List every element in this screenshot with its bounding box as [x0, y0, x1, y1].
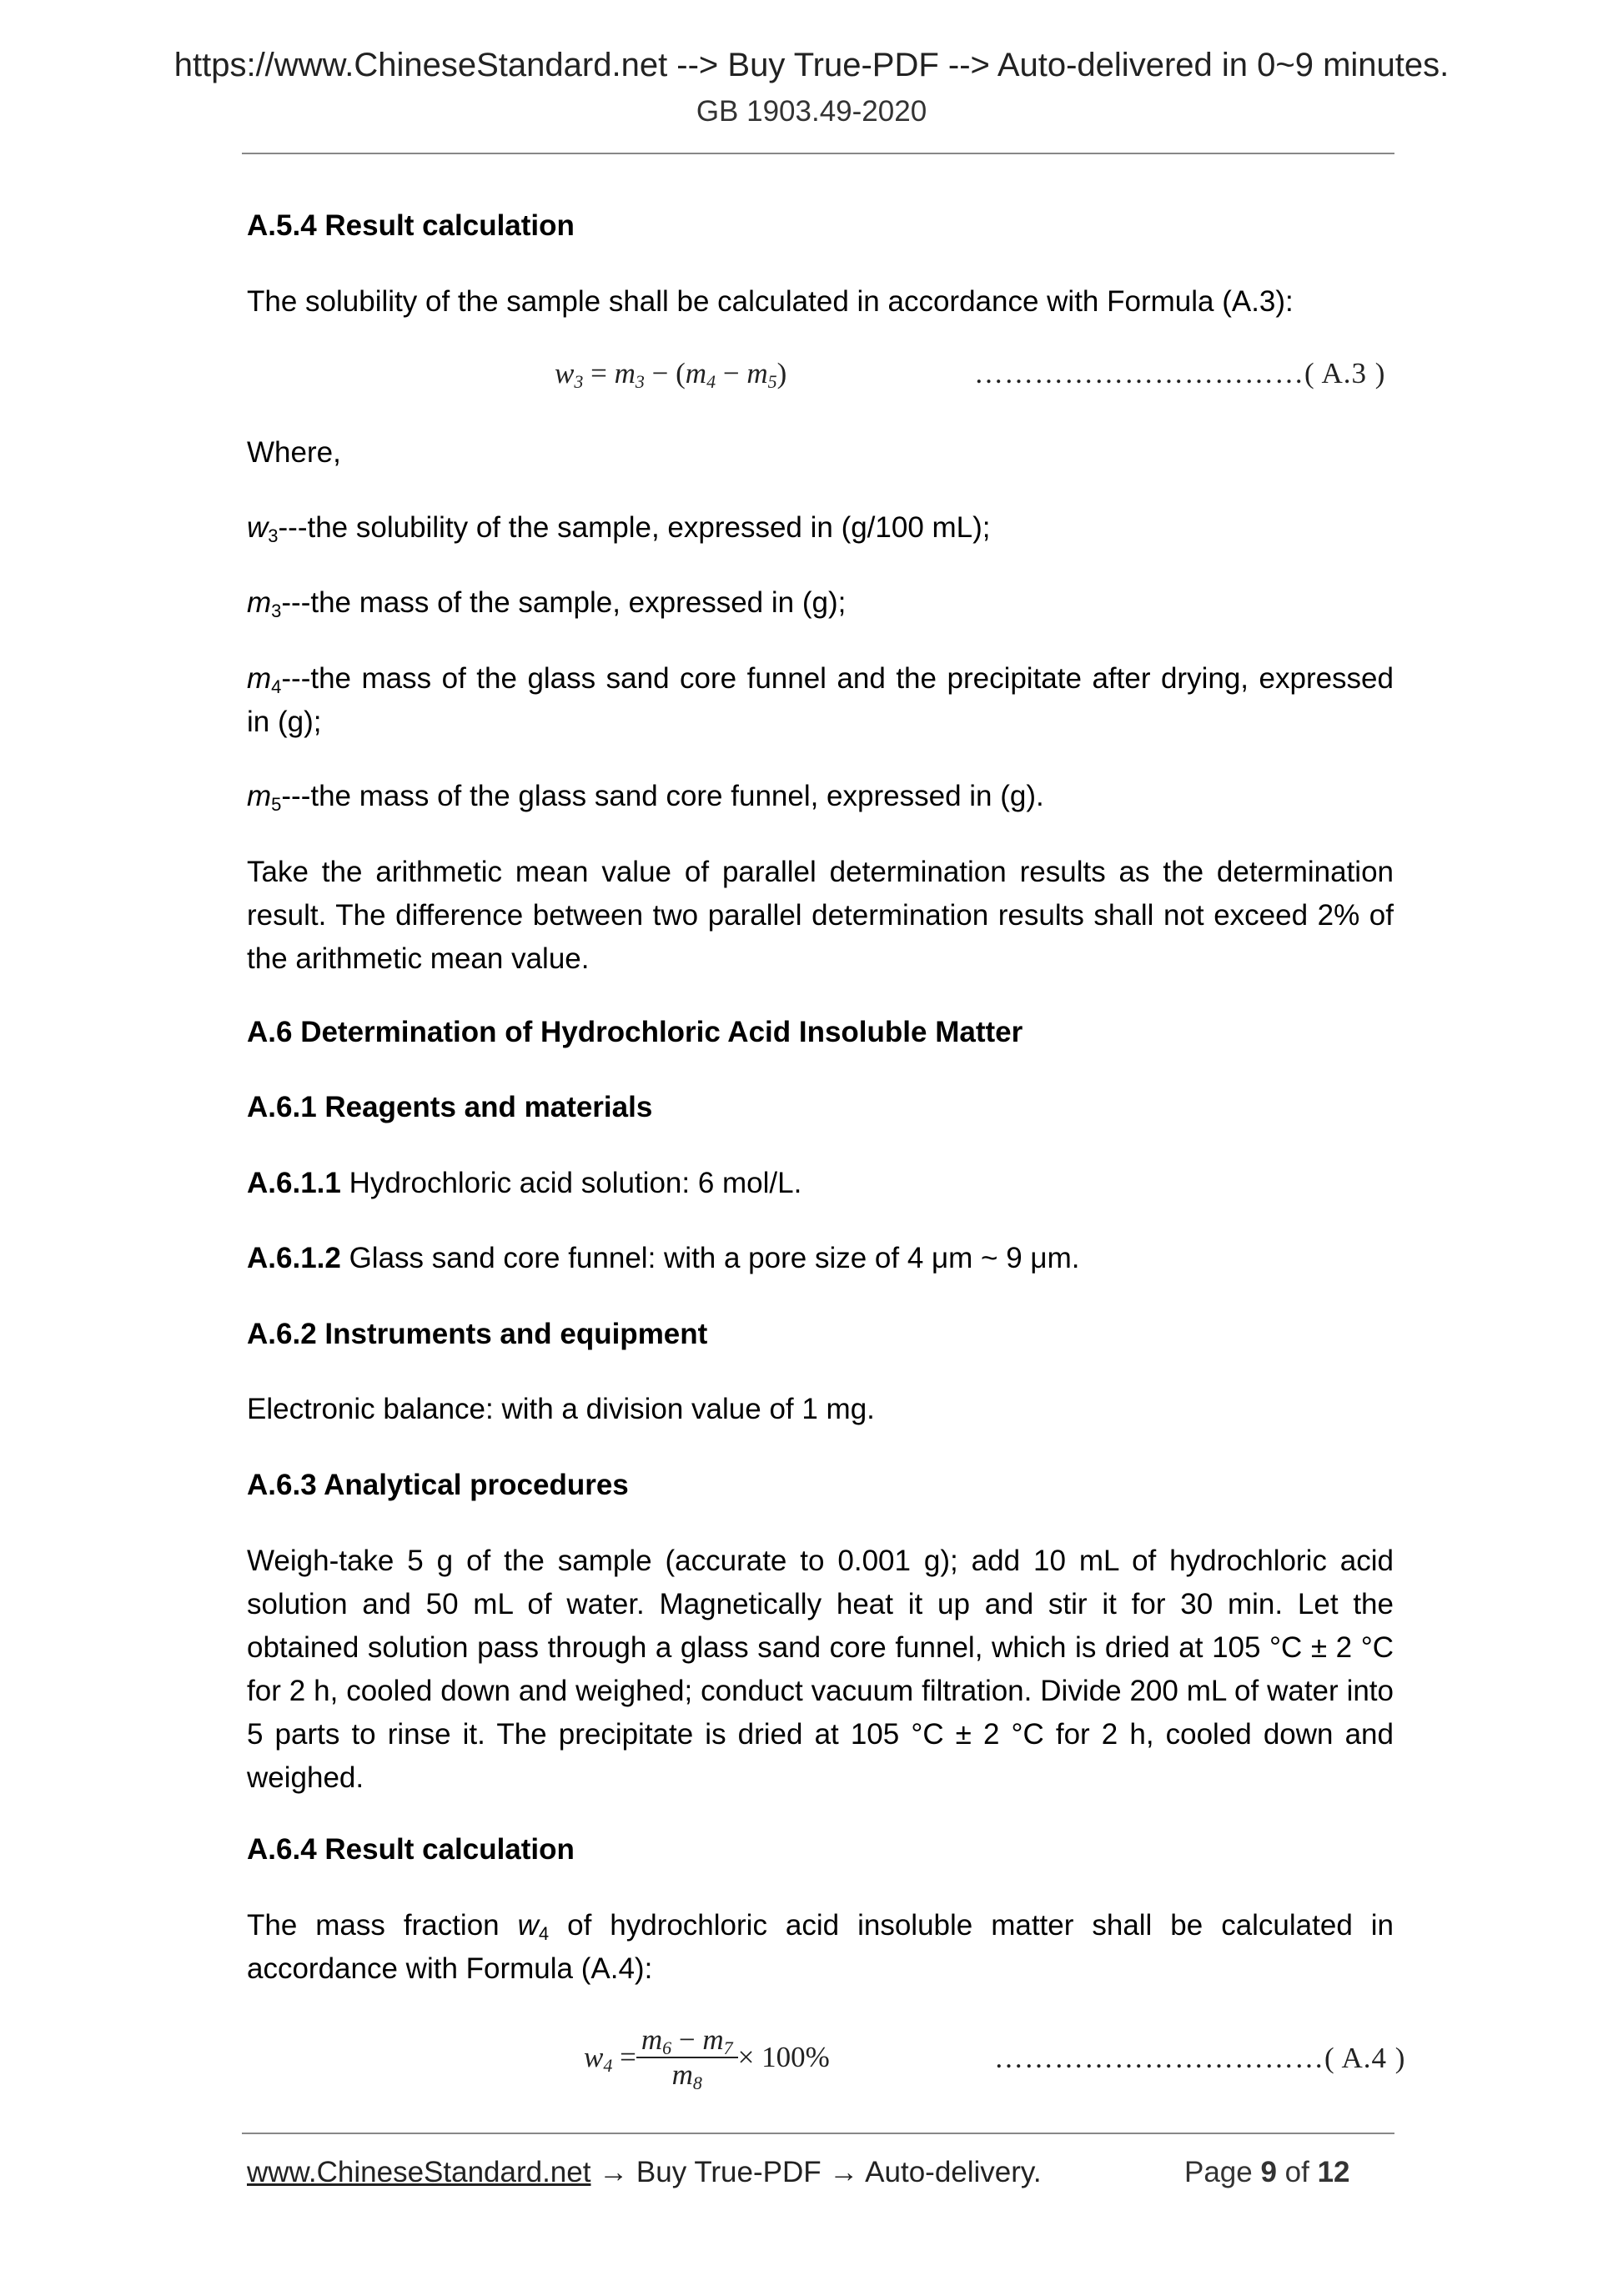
formula-a4-leader: ……………………………( A.4 )	[994, 2042, 1406, 2074]
heading-a62: A.6.2 Instruments and equipment	[247, 1318, 708, 1350]
page-indicator: Page 9 of 12	[1184, 2156, 1350, 2188]
formula-a3: $w_3 = m_3 - (m_4 - m_5)$	[555, 357, 787, 392]
footer-divider	[242, 2133, 1394, 2134]
a64-intro: The mass fraction $w_4$ of hydrochloric acid insoluble matter shall be calculated in accordance with Formula (A.4):	[247, 1909, 1394, 1985]
heading-a64: A.6.4 Result calculation	[247, 1833, 575, 1866]
footer-site-link[interactable]: www.ChineseStandard.net	[247, 2156, 591, 2188]
heading-a61: A.6.1 Reagents and materials	[247, 1091, 653, 1123]
formula-a4-fraction: $\frac{m_6 - m_7}{m_8}$	[636, 2023, 738, 2092]
heading-a6: A.6 Determination of Hydrochloric Acid Insoluble Matter	[247, 1016, 1023, 1048]
a54-intro: The solubility of the sample shall be calculated in accordance with Formula (A.3):	[247, 285, 1294, 318]
item-a612: A.6.1.2 Glass sand core funnel: with a pore size of 4 μm ~ 9 μm.	[247, 1242, 1080, 1274]
def-w3: $w_3--$-the solubility of the sample, expressed in (g/100 mL);	[247, 511, 991, 546]
item-a611: A.6.1.1 Hydrochloric acid solution: 6 mol/L.	[247, 1167, 802, 1199]
source-banner: https://www.ChineseStandard.net --> Buy True-PDF --> Auto-delivered in 0~9 minutes.	[173, 47, 1450, 83]
def-m3: $m_3--$-the mass of the sample, expressed in (g);	[247, 586, 847, 621]
mean-paragraph: Take the arithmetic mean value of parallel determination results as the determination result. The difference between two parallel determination results shall not exceed 2% of the arithmetic mean value.	[247, 856, 1394, 975]
formula-a4: $w_4$ = $\frac{m_6 - m_7}{m_8}$ × 100%	[584, 2023, 830, 2093]
formula-a3-leader: ……………………………( A.3 )	[974, 357, 1386, 389]
a63-procedure: Weigh-take 5 g of the sample (accurate to 0.001 g); add 10 mL of hydrochloric acid solution and 50 mL of water. Magnetically heat it up and stir it for 30 min. Let the obtained solution pass through a glass sand core funnel, which is dried at 105 °C ± 2 °C for 2 h, cooled down and weighed; conduct vacuum filtration. Divide 200 mL of water into 5 parts to rinse it. The precipitate is dried at 105 °C ± 2 °C for 2 h, cooled down and weighed.	[247, 1545, 1394, 1794]
a62-text: Electronic balance: with a division value of 1 mg.	[247, 1393, 875, 1425]
footer-source: www.ChineseStandard.net → Buy True-PDF → Auto-delivery.	[247, 2156, 1042, 2188]
header-divider	[242, 153, 1394, 154]
formula-a4-label: ( A.4 )	[1324, 2042, 1406, 2074]
standard-number: GB 1903.49-2020	[696, 95, 927, 128]
formula-a3-label: ( A.3 )	[1304, 357, 1386, 389]
heading-a63: A.6.3 Analytical procedures	[247, 1469, 629, 1501]
def-m5: $m_5--$-the mass of the glass sand core funnel, expressed in (g).	[247, 780, 1044, 815]
where-label: Where,	[247, 436, 341, 469]
def-m4: $m_4--$-the mass of the glass sand core funnel and the precipitate after drying, expressed in (g);	[247, 662, 1394, 738]
heading-a54: A.5.4 Result calculation	[247, 209, 575, 242]
